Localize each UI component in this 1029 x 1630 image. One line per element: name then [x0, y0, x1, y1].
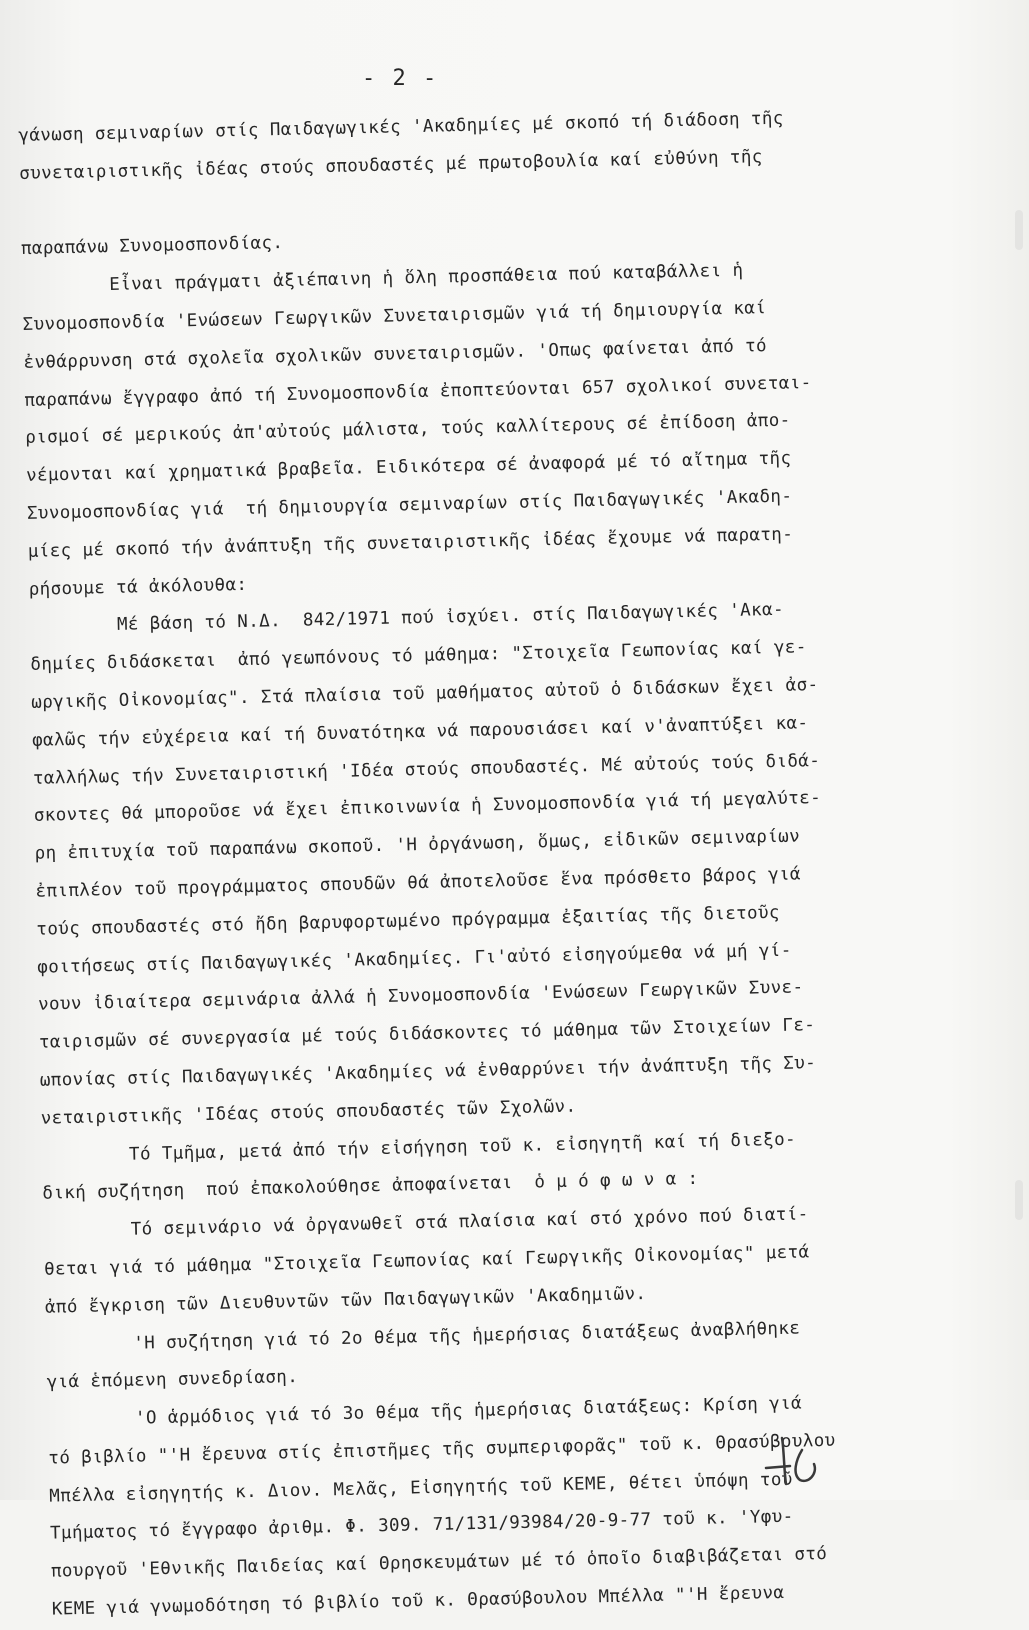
punch-hole-shadow — [1015, 1180, 1023, 1220]
text-line: Τό σεμινάριο νά ὀργανωθεῖ στά πλαίσια καί στό χρόνο πού διατί- — [43, 1204, 809, 1242]
text-line: μίες μέ σκοπό τήν ἀνάπτυξη τῆς συνεταιριστικῆς ἰδέας ἔχουμε νά παρατη- — [27, 524, 794, 562]
text-line: 'Η συζήτηση γιά τό 2ο θέμα τῆς ἡμερήσιας διατάξεως ἀναβλήθηκε — [45, 1318, 801, 1356]
text-line: Τμήματος τό ἔγγραφο ἀριθμ. Φ. 309. 71/131/93984/20-9-77 τοῦ κ. 'Υφυ- — [49, 1507, 794, 1545]
text-line: ταλλήλως τήν Συνεταιριστική 'Ιδέα στούς σπουδαστές. Μέ αὐτούς τούς διδά- — [32, 750, 821, 789]
text-line: Τό Τμῆμα, μετά ἀπό τήν εἰσήγηση τοῦ κ. εἰσηγητῆ καί τή διεξο- — [41, 1129, 797, 1167]
text-line: νουν ἰδιαίτερα σεμινάρια ἀλλά ἡ Συνομοσπονδία 'Ενώσεων Γεωργικῶν Συνε- — [37, 977, 804, 1016]
text-line: πουργοῦ 'Εθνικῆς Παιδείας καί Θρησκευμάτων μέ τό ὁποῖο διαβιβάζεται στό — [50, 1544, 828, 1582]
text-line: ωπονίας στίς Παιδαγωγικές 'Ακαδημίες νά ἐνθαρρύνει τήν ἀνάπτυξη τῆς Συ- — [39, 1053, 817, 1091]
text-line: ἀπό ἔγκριση τῶν Διευθυντῶν τῶν Παιδαγωγικῶν 'Ακαδημιῶν. — [44, 1283, 647, 1318]
punch-hole-shadow — [1015, 210, 1023, 250]
page-number: - 2 - — [362, 66, 439, 91]
text-line: ταιρισμῶν σέ συνεργασία μέ τούς διδάσκοντες τό μάθημα τῶν Στοιχείων Γε- — [38, 1015, 816, 1053]
text-line: συνεταιριστικῆς ἰδέας στούς σπουδαστές μέ πρωτοβουλία καί εὐθύνη τῆς — [19, 146, 763, 184]
text-line: τό βιβλίο "'Η ἔρευνα στίς ἐπιστῆμες τῆς συμπεριφορᾶς" τοῦ κ. Θρασύβουλου — [48, 1430, 836, 1469]
text-line: σκοντες θά μποροῦσε νά ἔχει ἐπικοινωνία ἡ Συνομοσπονδία γιά τή μεγαλύτε- — [33, 788, 822, 827]
typed-text-body — [18, 96, 1029, 1630]
text-line: Μπέλλα εἰσηγητής κ. Διον. Μελᾶς, Εἰσηγητής τοῦ ΚΕΜΕ, θέτει ὑπόψη τοῦ — [49, 1469, 793, 1507]
text-line: ἐπιπλέον τοῦ προγράμματος σπουδῶν θά ἀποτελοῦσε ἕνα πρόσθετο βάρος γιά — [35, 864, 802, 902]
text-line: Μέ βάση τό Ν.Δ. 842/1971 πού ἰσχύει. στίς Παιδαγωγικές 'Ακα- — [29, 600, 785, 638]
text-line: ἐνθάρρυνση στά σχολεῖα σχολικῶν συνεταιρισμῶν. 'Οπως φαίνεται ἀπό τό — [23, 335, 768, 373]
text-line: Συνομοσπονδία 'Ενώσεων Γεωργικῶν Συνεταιρισμῶν γιά τή δημιουργία καί — [22, 298, 767, 335]
text-line: ΚΕΜΕ γιά γνωμοδότηση τό βιβλίο τοῦ κ. Θρασύβουλου Μπέλλα "'Η ἔρευνα — [51, 1583, 785, 1620]
text-line: ρισμοί σέ μερικούς ἀπ'αὐτούς μάλιστα, τούς καλλίτερους σέ ἐπίδοση ἀπο- — [25, 410, 791, 449]
text-line: Συνομοσπονδίας γιά τή δημιουργία σεμιναρίων στίς Παιδαγωγικές 'Ακαδη- — [26, 486, 793, 524]
text-line: ρήσουμε τά ἀκόλουθα: — [28, 574, 248, 600]
text-line: 'Ο ἁρμόδιος γιά τό 3ο θέμα τῆς ἡμερήσιας διατάξεως: Κρίση γιά — [47, 1393, 803, 1431]
text-line: Εἶναι πράγματι ἀξιέπαινη ἡ ὅλη προσπάθεια πού καταβάλλει ἡ — [21, 260, 744, 298]
text-line: γιά ἑπόμενη συνεδρίαση. — [46, 1367, 299, 1393]
handwritten-signature — [760, 1430, 870, 1490]
text-line: δημίες διδάσκεται ἀπό γεωπόνους τό μάθημα: "Στοιχεῖα Γεωπονίας καί γε- — [30, 637, 807, 676]
text-line: νέμονται καί χρηματικά βραβεῖα. Ειδικότερα σέ ἀναφορά μέ τό αἴτημα τῆς — [25, 448, 792, 487]
text-line: φαλῶς τήν εὐχέρεια καί τή δυνατότηκα νά παρουσιάσει καί ν'ἀναπτύξει κα- — [31, 712, 809, 751]
text-line: τούς σπουδαστές στό ἤδη βαρυφορτωμένο πρόγραμμα ἐξαιτίας τῆς διετοῦς — [36, 902, 781, 940]
text-line: θεται γιά τό μάθημα "Στοιχεῖα Γεωπονίας καί Γεωργικῆς Οἰκονομίας" μετά — [43, 1242, 810, 1280]
text-line: ρη ἐπιτυχία τοῦ παραπάνω σκοποῦ. 'Η ὀργάνωση, ὅμως, εἰδικῶν σεμιναρίων — [34, 826, 801, 864]
text-line: παραπάνω Συνομοσπονδίας. — [20, 233, 284, 260]
text-line: ωργικῆς Οἰκονομίας". Στά πλαίσια τοῦ μαθήματος αὐτοῦ ὁ διδάσκων ἔχει ἀσ- — [31, 674, 819, 713]
text-line: νεταιριστικῆς 'Ιδέας στούς σπουδαστές τῶν Σχολῶν. — [40, 1096, 577, 1129]
text-line: δική συζήτηση πού ἐπακολούθησε ἀποφαίνεται ὁ μ ό φ ω ν α : — [42, 1169, 699, 1205]
text-line: γάνωση σεμιναρίων στίς Παιδαγωγικές 'Ακαδημίες μέ σκοπό τή διάδοση τῆς — [18, 108, 784, 146]
text-line: φοιτήσεως στίς Παιδαγωγικές 'Ακαδημίες. Γι'αὐτό εἰσηγούμεθα νά μή γί- — [37, 940, 792, 978]
text-line: παραπάνω ἔγγραφο ἀπό τή Συνομοσπονδία ἐποπτεύονται 657 σχολικοί συνεται- — [24, 372, 812, 411]
